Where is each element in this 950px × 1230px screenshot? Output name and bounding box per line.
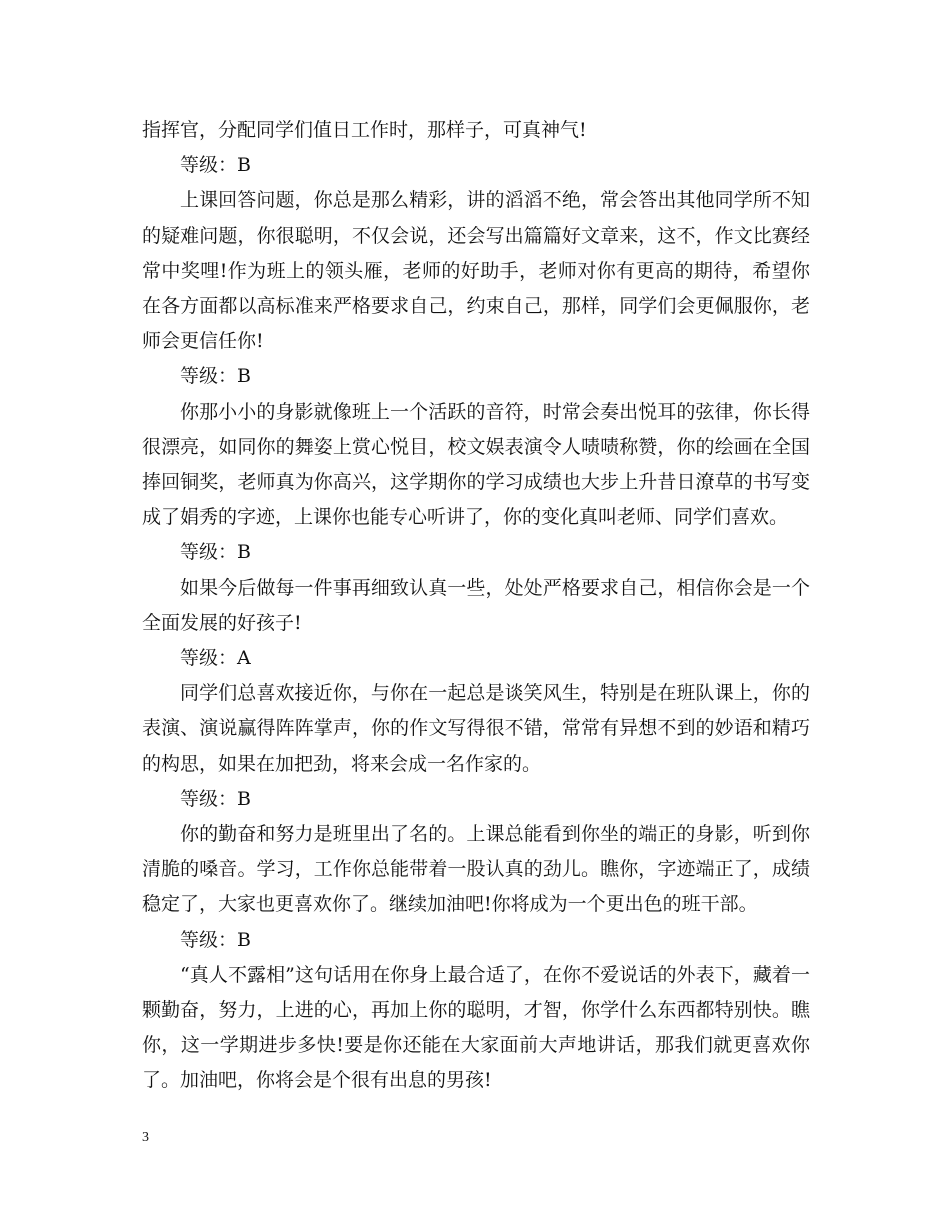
grade-line: 等级：B [180,787,251,810]
document-body [142,113,810,1099]
grade-line: 等级：B [180,365,251,388]
grade-line: 等级：A [180,647,251,670]
comment-paragraph: 如果今后做每一件事再细致认真一些，处处严格要求自己，相信你会是一个全面发展的好孩子! [142,576,810,634]
comment-paragraph: 你那小小的身影就像班上一个活跃的音符，时常会奏出悦耳的弦律，你长得很漂亮，如同你的舞姿上赏心悦目，校文娱表演令人啧啧称赞，你的绘画在全国捧回铜奖，老师真为你高兴，这学期你的学习成绩也大步上升昔日潦草的书写变成了娟秀的字迹，上课你也能专心听讲了，你的变化真叫老师、同学们喜欢。 [142,400,810,529]
comment-paragraph: 上课回答问题，你总是那么精彩，讲的滔滔不绝，常会答出其他同学所不知的疑难问题，你很聪明，不仅会说，还会写出篇篇好文章来，这不，作文比赛经常中奖哩!作为班上的领头雁，老师的好助手，老师对你有更高的期待，希望你在各方面都以高标准来严格要求自己，约束自己，那样，同学们会更佩服你，老师会更信任你! [142,189,810,353]
page-number: 3 [142,1130,149,1145]
comment-paragraph: “真人不露相”这句话用在你身上最合适了，在你不爱说话的外表下，藏着一颗勤奋，努力，上进的心，再加上你的聪明，才智，你学什么东西都特别快。瞧你，这一学期进步多快!要是你还能在大家面前大声地讲话，那我们就更喜欢你了。加油吧，你将会是个很有出息的男孩! [142,963,810,1092]
comment-paragraph: 同学们总喜欢接近你，与你在一起总是谈笑风生，特别是在班队课上，你的表演、演说赢得阵阵掌声，你的作文写得很不错，常常有异想不到的妙语和精巧的构思，如果在加把劲，将来会成一名作家的。 [142,682,810,775]
grade-line: 等级：B [180,541,251,564]
comment-paragraph: 你的勤奋和努力是班里出了名的。上课总能看到你坐的端正的身影，听到你清脆的嗓音。学习，工作你总能带着一股认真的劲儿。瞧你，字迹端正了，成绩稳定了，大家也更喜欢你了。继续加油吧!你将成为一个更出色的班干部。 [142,823,810,916]
grade-line: 等级：B [180,928,251,951]
grade-line: 等级：B [180,154,251,177]
paragraph-continued: 指挥官，分配同学们值日工作时，那样子，可真神气! [142,119,587,141]
